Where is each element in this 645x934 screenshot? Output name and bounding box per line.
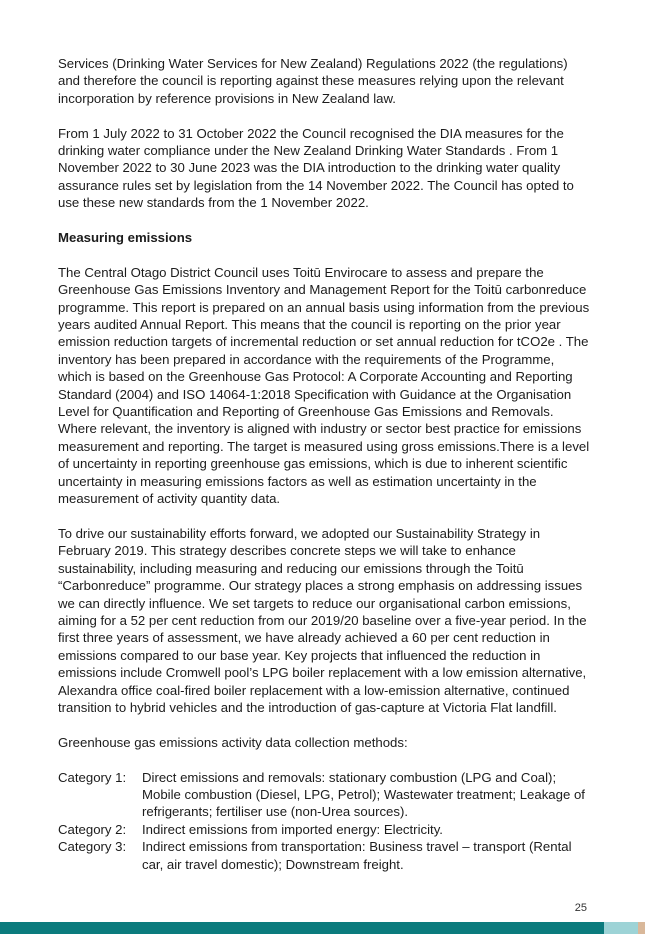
category-label: Category 2: <box>58 821 127 837</box>
page-number: 25 <box>574 902 587 914</box>
paragraph-dia-measures: From 1 July 2022 to 31 October 2022 the Council recognised the DIA measures for the drinking water compliance under the New Zealand Drinking Water Standards . From 1 November 2022 to 30 June 2023 was the DIA introduction to the drinking water quality assurance rules set by legislation from the 14 November 2022. The Council has opted to use these new standards from the 1 November 2022. <box>58 125 574 211</box>
category-text: Indirect emissions from transportation: Business travel – transport (Rental car, air travel domestic); Downstream freight. <box>142 839 572 872</box>
footer-bar-teal <box>0 922 604 934</box>
category-label: Category 3: <box>58 839 127 855</box>
category-label: Category 1: <box>58 769 127 785</box>
category-text: Indirect emissions from imported energy: Electricity. <box>142 821 443 837</box>
category-item <box>58 769 590 821</box>
footer-bar-light <box>604 922 638 934</box>
category-list <box>58 769 590 873</box>
document-body <box>58 55 590 873</box>
section-heading: Measuring emissions <box>58 230 193 246</box>
paragraph-collection-methods: Greenhouse gas emissions activity data collection methods: <box>58 734 408 750</box>
paragraph-sustainability-strategy: To drive our sustainability efforts forward, we adopted our Sustainability Strategy in February 2019. This strategy describes concrete steps we will take to enhance sustainability, including measuring and reducing our emissions through the Toitū “Carbonreduce” programme. Our strategy places a strong emphasis on addressing issues we can directly influence. We set targets to reduce our organisational carbon emissions, aiming for a 52 per cent reduction from our 2019/20 baseline over a five-year period. In the first three years of assessment, we have already achieved a 60 per cent reduction in emissions compared to our base year. Key projects that influenced the reduction in emissions include Cromwell pool’s LPG boiler replacement with a low emission alternative, Alexandra office coal-fired boiler replacement with a low-emission alternative, continued transition to hybrid vehicles and the introduction of gas-capture at Victoria Flat landfill. <box>58 525 587 715</box>
paragraph-regulations: Services (Drinking Water Services for New Zealand) Regulations 2022 (the regulations) and therefore the council is reporting against these measures relying upon the relevant incorporation by reference provisions in New Zealand law. <box>58 56 568 106</box>
footer-bar-tan <box>638 922 645 934</box>
category-text: Direct emissions and removals: stationary combustion (LPG and Coal); Mobile combustion (Diesel, LPG, Petrol); Wastewater treatment; Leakage of refrigerants; fertiliser use (non-Urea sources). <box>142 769 585 820</box>
category-item <box>58 838 590 873</box>
paragraph-toitu-envirocare: The Central Otago District Council uses Toitū Envirocare to assess and prepare the Greenhouse Gas Emissions Inventory and Management Report for the Toitū carbonreduce programme. This report is prepared on an annual basis using information from the previous years audited Annual Report. This means that the council is reporting on the prior year emission reduction targets of incremental reduction or set annual reduction for tCO2e . The inventory has been prepared in accordance with the requirements of the Programme, which is based on the Greenhouse Gas Protocol: A Corporate Accounting and Reporting Standard (2004) and ISO 14064-1:2018 Specification with Guidance at the Organisation Level for Quantification and Reporting of Greenhouse Gas Emissions and Removals. Where relevant, the inventory is aligned with industry or sector best practice for emissions measurement and reporting. The target is measured using gross emissions.There is a level of uncertainty in reporting greenhouse gas emissions, which is due to inherent scientific uncertainty in measuring emissions factors as well as estimation uncertainty in the measurement of activity quantity data. <box>58 264 590 507</box>
category-item <box>58 821 590 838</box>
